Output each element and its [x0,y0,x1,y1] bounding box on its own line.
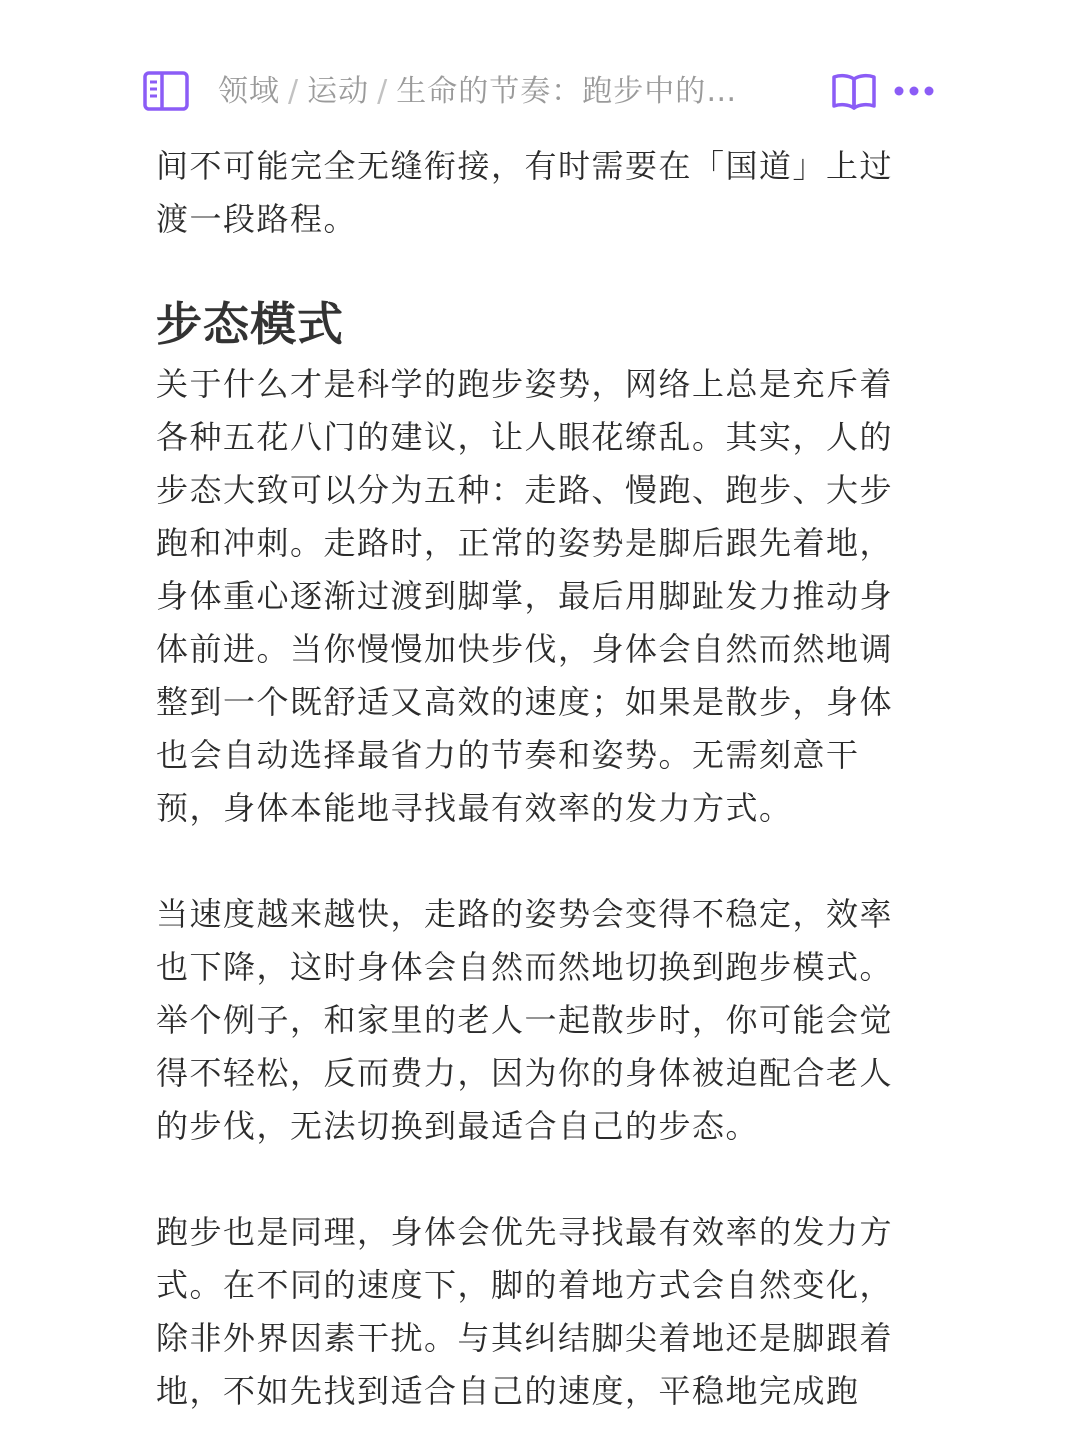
breadcrumb-item-domain[interactable]: 领域 [218,74,280,109]
breadcrumb-item-sports[interactable]: 运动 [307,74,370,109]
breadcrumb [218,72,808,112]
breadcrumb-separator: / [377,74,389,109]
section-heading: 步态模式 [156,297,344,351]
top-toolbar [0,52,1080,132]
more-options-button[interactable] [892,76,936,106]
breadcrumb-separator: / [288,74,300,109]
book-open-icon [830,70,878,112]
article-content [156,140,896,1418]
body-paragraph: 关于什么才是科学的跑步姿势，网络上总是充斥着各种五花八门的建议，让人眼花缭乱。其实，人的步态大致可以分为五种：走路、慢跑、跑步、大步跑和冲刺。走路时，正常的姿势是脚后跟先着地，身体重心逐渐过渡到脚掌，最后用脚趾发力推动身体前进。当你慢慢加快步伐，身体会自然而然地调整到一个既舒适又高效的速度；如果是散步，身体也会自动选择最省力的节奏和姿势。无需刻意干预，身体本能地寻找最有效率的发力方式。 [156,365,894,827]
breadcrumb-item-current-page[interactable]: 生命的节奏：跑步中的… [396,74,738,109]
sidebar-toggle-button[interactable] [142,70,190,112]
paragraph-gap [156,1153,896,1206]
sidebar-toggle-icon [142,70,190,112]
intro-paragraph: 间不可能完全无缝衔接，有时需要在「国道」上过渡一段路程。 [156,147,894,238]
paragraph-gap [156,835,896,888]
body-paragraph: 跑步也是同理，身体会优先寻找最有效率的发力方式。在不同的速度下，脚的着地方式会自然变化，除非外界因素干扰。与其纠结脚尖着地还是脚跟着地，不如先找到适合自己的速度，平稳地完成跑 [156,1213,894,1410]
body-paragraph: 当速度越来越快，走路的姿势会变得不稳定，效率也下降，这时身体会自然而然地切换到跑步模式。举个例子，和家里的老人一起散步时，你可能会觉得不轻松，反而费力，因为你的身体被迫配合老人的步伐，无法切换到最适合自己的步态。 [156,895,894,1145]
more-dots-icon [892,76,936,106]
reader-mode-button[interactable] [830,70,878,112]
